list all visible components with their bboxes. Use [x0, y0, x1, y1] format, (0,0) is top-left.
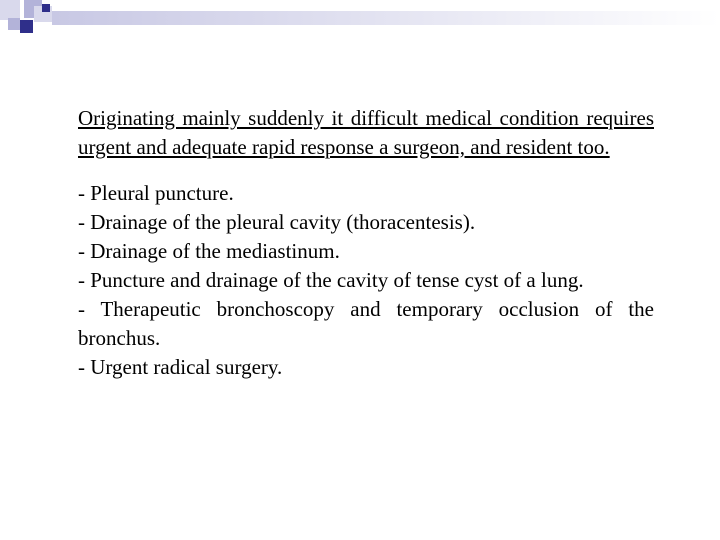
- list-item: - Drainage of the pleural cavity (thoracentesis).: [78, 210, 476, 234]
- slide-body: [78, 104, 654, 382]
- list-item: - Puncture and drainage of the cavity of tense cyst of a lung.: [78, 268, 584, 292]
- deco-square-dark-2: [42, 4, 50, 12]
- list-item: - Drainage of the mediastinum.: [78, 239, 340, 263]
- list-item: - Urgent radical surgery.: [78, 355, 283, 379]
- intro-paragraph: Originating mainly suddenly it difficult medical condition requires urgent and adequate rapid response a surgeon, and resident too.: [78, 106, 654, 159]
- header-decoration: [0, 0, 720, 40]
- procedure-list: [78, 179, 654, 382]
- header-gradient-bar: [52, 11, 720, 25]
- deco-square-dark: [20, 20, 33, 33]
- list-item: - Therapeutic bronchoscopy and temporary occlusion of the bronchus.: [78, 297, 654, 350]
- list-item: - Pleural puncture.: [78, 181, 234, 205]
- deco-square-mid-2: [8, 18, 20, 30]
- deco-square-light: [0, 0, 20, 20]
